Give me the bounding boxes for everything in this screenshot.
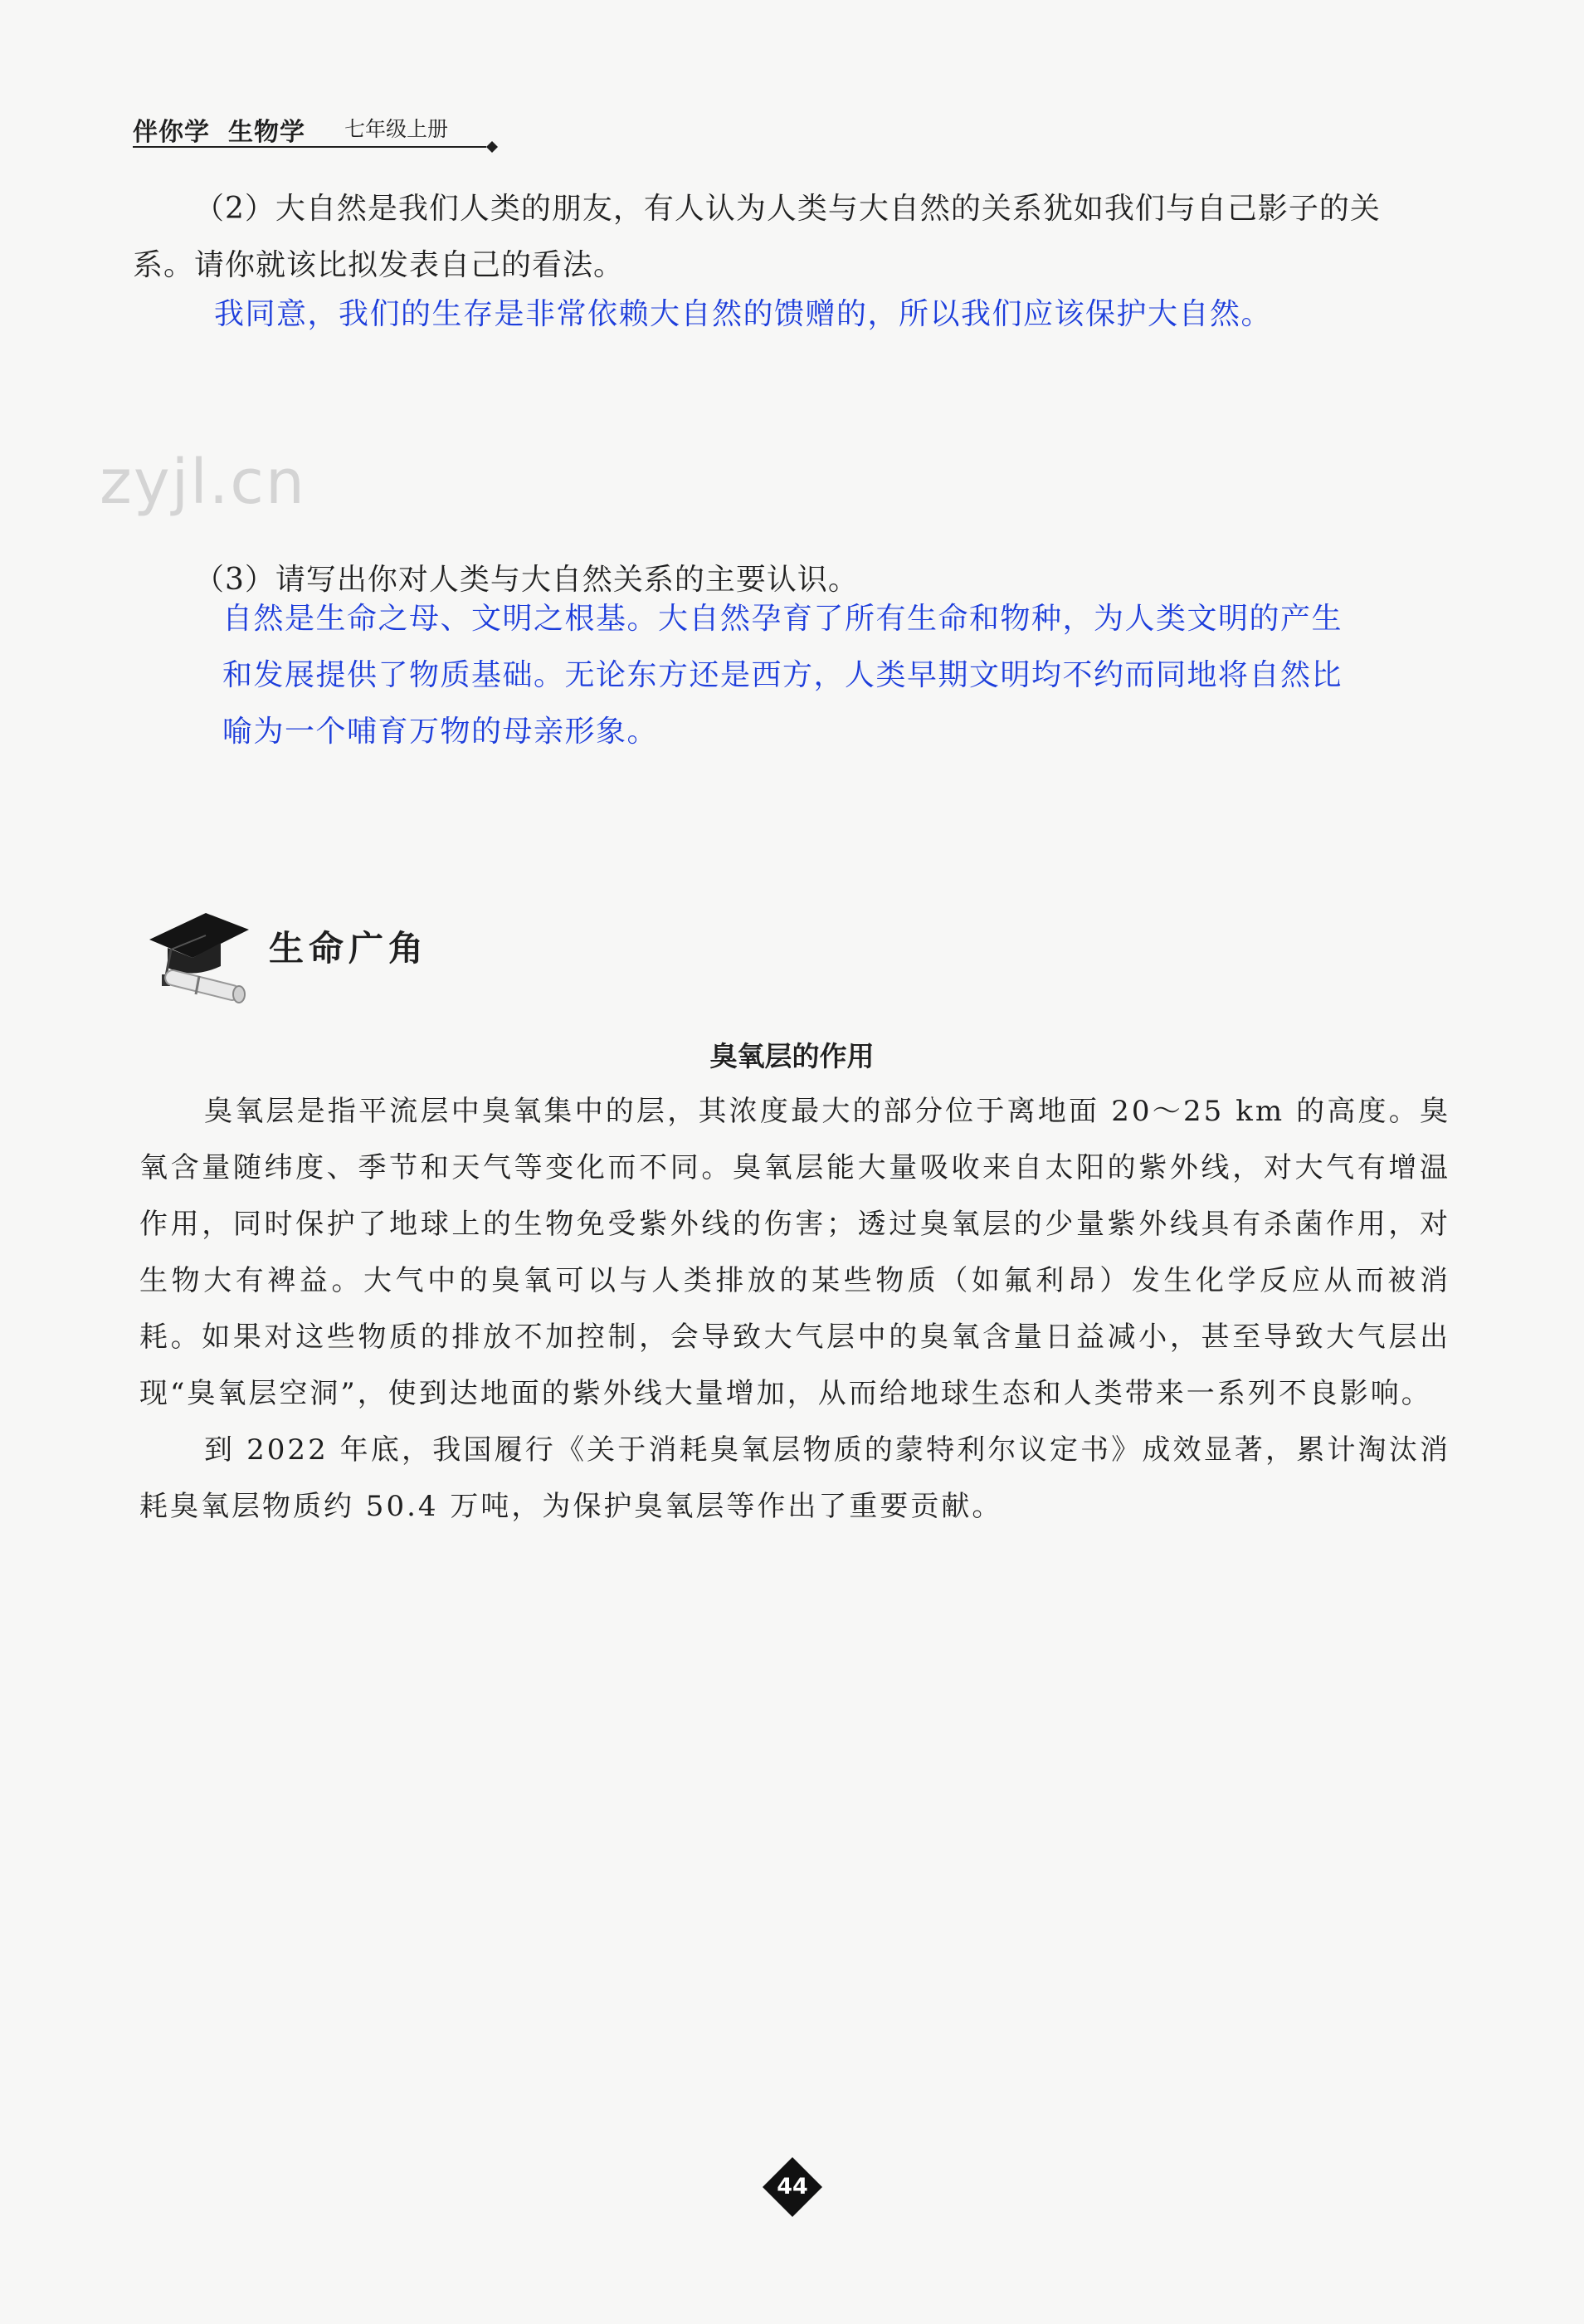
question-2-answer: 我同意，我们的生存是非常依赖大自然的馈赠的，所以我们应该保护大自然。	[214, 297, 1273, 331]
article-paragraph: 臭氧层是指平流层中臭氧集中的层，其浓度最大的部分位于离地面 20～25 km 的高度。臭氧含量随纬度、季节和天气等变化而不同。臭氧层能大量吸收来自太阳的紫外线，对大气有增温作用，同时保护了地球上的生物免受紫外线的伤害；透过臭氧层的少量紫外线具有杀菌作用，对生物大有裨益。大气中的臭氧可以与人类排放的某些物质（如氟利昂）发生化学反应从而被消耗。如果对这些物质的排放不加控制，会导致大气层中的臭氧含量日益减小，甚至导致大气层出现“臭氧层空洞”，使到达地面的紫外线大量增加，从而给地球生态和人类带来一系列不良影响。	[139, 1095, 1450, 1410]
question-3-answer	[222, 591, 1343, 760]
section-header	[141, 896, 490, 1004]
question-3-answer-line: 和发展提供了物质基础。无论东方还是西方，人类早期文明均不约而同地将自然比	[222, 658, 1343, 692]
section-label: 生命广角	[269, 928, 429, 969]
question-2-line-2: 系。请你就该比拟发表自己的看法。	[133, 248, 625, 282]
question-3-answer-line: 喻为一个哺育万物的母亲形象。	[222, 715, 659, 749]
book-series-title: 伴你学	[133, 118, 210, 147]
question-3-answer-line: 自然是生命之母、文明之根基。大自然孕育了所有生命和物种，为人类文明的产生	[222, 602, 1343, 636]
article-paragraph: 到 2022 年底，我国履行《关于消耗臭氧层物质的蒙特利尔议定书》成效显著，累计淘汰消耗臭氧层物质约 50.4 万吨，为保护臭氧层等作出了重要贡献。	[139, 1433, 1450, 1523]
page-number-badge	[762, 2156, 823, 2218]
question-2-line-1: （2）大自然是我们人类的朋友，有人认为人类与大自然的关系犹如我们与自己影子的关	[194, 192, 1381, 226]
graduation-cap-diploma-icon	[141, 896, 257, 1004]
question-3-prompt: （3）请写出你对人类与大自然关系的主要认识。	[194, 563, 859, 597]
book-grade: 七年级上册	[344, 117, 449, 141]
diamond-icon	[486, 141, 498, 153]
header-rule	[133, 139, 498, 156]
running-header	[133, 106, 498, 156]
watermark: zyjl.cn	[100, 447, 306, 518]
book-subject-title: 生物学	[228, 118, 305, 147]
article-title: 臭氧层的作用	[709, 1040, 875, 1072]
article-body	[139, 1083, 1450, 1535]
page-number: 44	[777, 2174, 808, 2200]
question-2	[133, 181, 1452, 294]
